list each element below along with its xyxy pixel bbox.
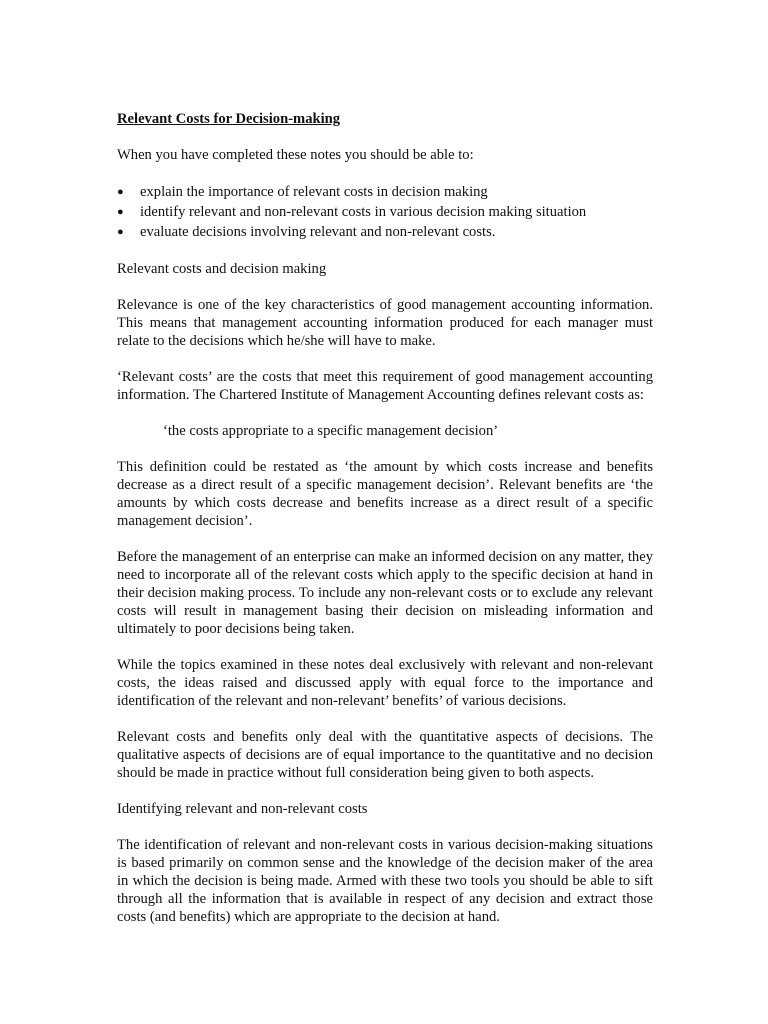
section-heading: Identifying relevant and non-relevant costs — [117, 801, 368, 817]
paragraph: Relevant costs and benefits only deal with the quantitative aspects of decisions. The qualitative aspects of decisions are of equal importance to the quantitative and no decision should be made in practice without full consideration being given to both aspects. — [117, 729, 653, 781]
bullet-icon: ● — [117, 226, 124, 238]
list-item — [117, 222, 653, 242]
list-item-text: evaluate decisions involving relevant and non-relevant costs. — [140, 224, 496, 240]
paragraph: Before the management of an enterprise can make an informed decision on any matter, they need to incorporate all of the relevant costs which apply to the specific decision at hand in their decision making process. To include any non-relevant costs or to exclude any relevant costs will result in management basing their decision on misleading information and ultimately to poor decisions being taken. — [117, 549, 653, 637]
document-title: Relevant Costs for Decision-making — [117, 111, 341, 127]
objectives-list — [117, 182, 653, 242]
paragraph: This definition could be restated as ‘the amount by which costs increase and benefits decrease as a direct result of a specific management decision’. Relevant benefits are ‘the amounts by which costs decrease and benefits increase as a direct result of a specific management decision’. — [117, 459, 653, 529]
list-item-text: explain the importance of relevant costs in decision making — [140, 184, 488, 200]
definition-quote: ‘the costs appropriate to a specific management decision’ — [163, 423, 499, 439]
bullet-icon: ● — [117, 206, 124, 218]
bullet-icon: ● — [117, 186, 124, 198]
paragraph: The identification of relevant and non-relevant costs in various decision-making situations is based primarily on common sense and the knowledge of the decision maker of the area in which the decision is being made. Armed with these two tools you should be able to sift through all the information that is available in respect of any decision and extract those costs (and benefits) which are appropriate to the decision at hand. — [117, 837, 653, 925]
document-page — [117, 110, 653, 944]
list-item — [117, 202, 653, 222]
section-heading: Relevant costs and decision making — [117, 261, 327, 277]
paragraph: ‘Relevant costs’ are the costs that meet this requirement of good management accounting information. The Chartered Institute of Management Accounting defines relevant costs as: — [117, 369, 653, 403]
paragraph: While the topics examined in these notes deal exclusively with relevant and non-relevant costs, the ideas raised and discussed apply with equal force to the importance and identification of the relevant and non-relevant’ benefits’ of various decisions. — [117, 657, 653, 709]
list-item — [117, 182, 653, 202]
paragraph: Relevance is one of the key characteristics of good management accounting information. This means that management accounting information produced for each manager must relate to the decisions which he/she will have to make. — [117, 297, 653, 349]
intro-text: When you have completed these notes you should be able to: — [117, 147, 474, 163]
list-item-text: identify relevant and non-relevant costs in various decision making situation — [140, 204, 587, 220]
